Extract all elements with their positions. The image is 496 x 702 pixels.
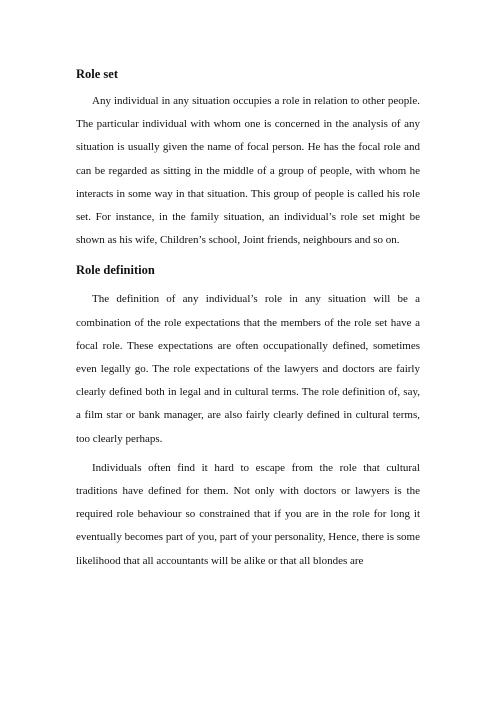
role-set-paragraph: Any individual in any situation occupies a role in relation to other people. The particular individual with whom one is concerned in the analysis of any situation is usually given the name of focal person. He has the focal role and can be regarded as sitting in the middle of a group of people, with whom he interacts in some way in that situation. This group of people is called his role set. For instance, in the family situation, an individual’s role set might be shown as his wife, Children’s school, Joint friends, neighbours and so on. [76, 95, 420, 247]
role-definition-paragraph-1: The definition of any individual’s role in any situation will be a combination of the role expectations that the members of the role set have a focal role. These expectations are often occupationally defined, sometimes even legally go. The role expectations of the lawyers and doctors are fairly clearly defined both in legal and in cultural terms. The role definition of, say, a film star or bank manager, are also fairly clearly defined in cultural terms, too clearly perhaps. [76, 293, 420, 445]
section-heading-role-set: Role set [76, 67, 118, 81]
section-heading-role-definition: Role definition [76, 263, 155, 278]
document-body [76, 60, 420, 573]
role-definition-paragraph-2: Individuals often find it hard to escape from the role that cultural traditions have defined for them. Not only with doctors or lawyers is the required role behaviour so constrained that if you are in the role for long it eventually becomes part of you, part of your personality, Hence, there is some likelihood that all accountants will be alike or that all blondes are [76, 461, 420, 567]
